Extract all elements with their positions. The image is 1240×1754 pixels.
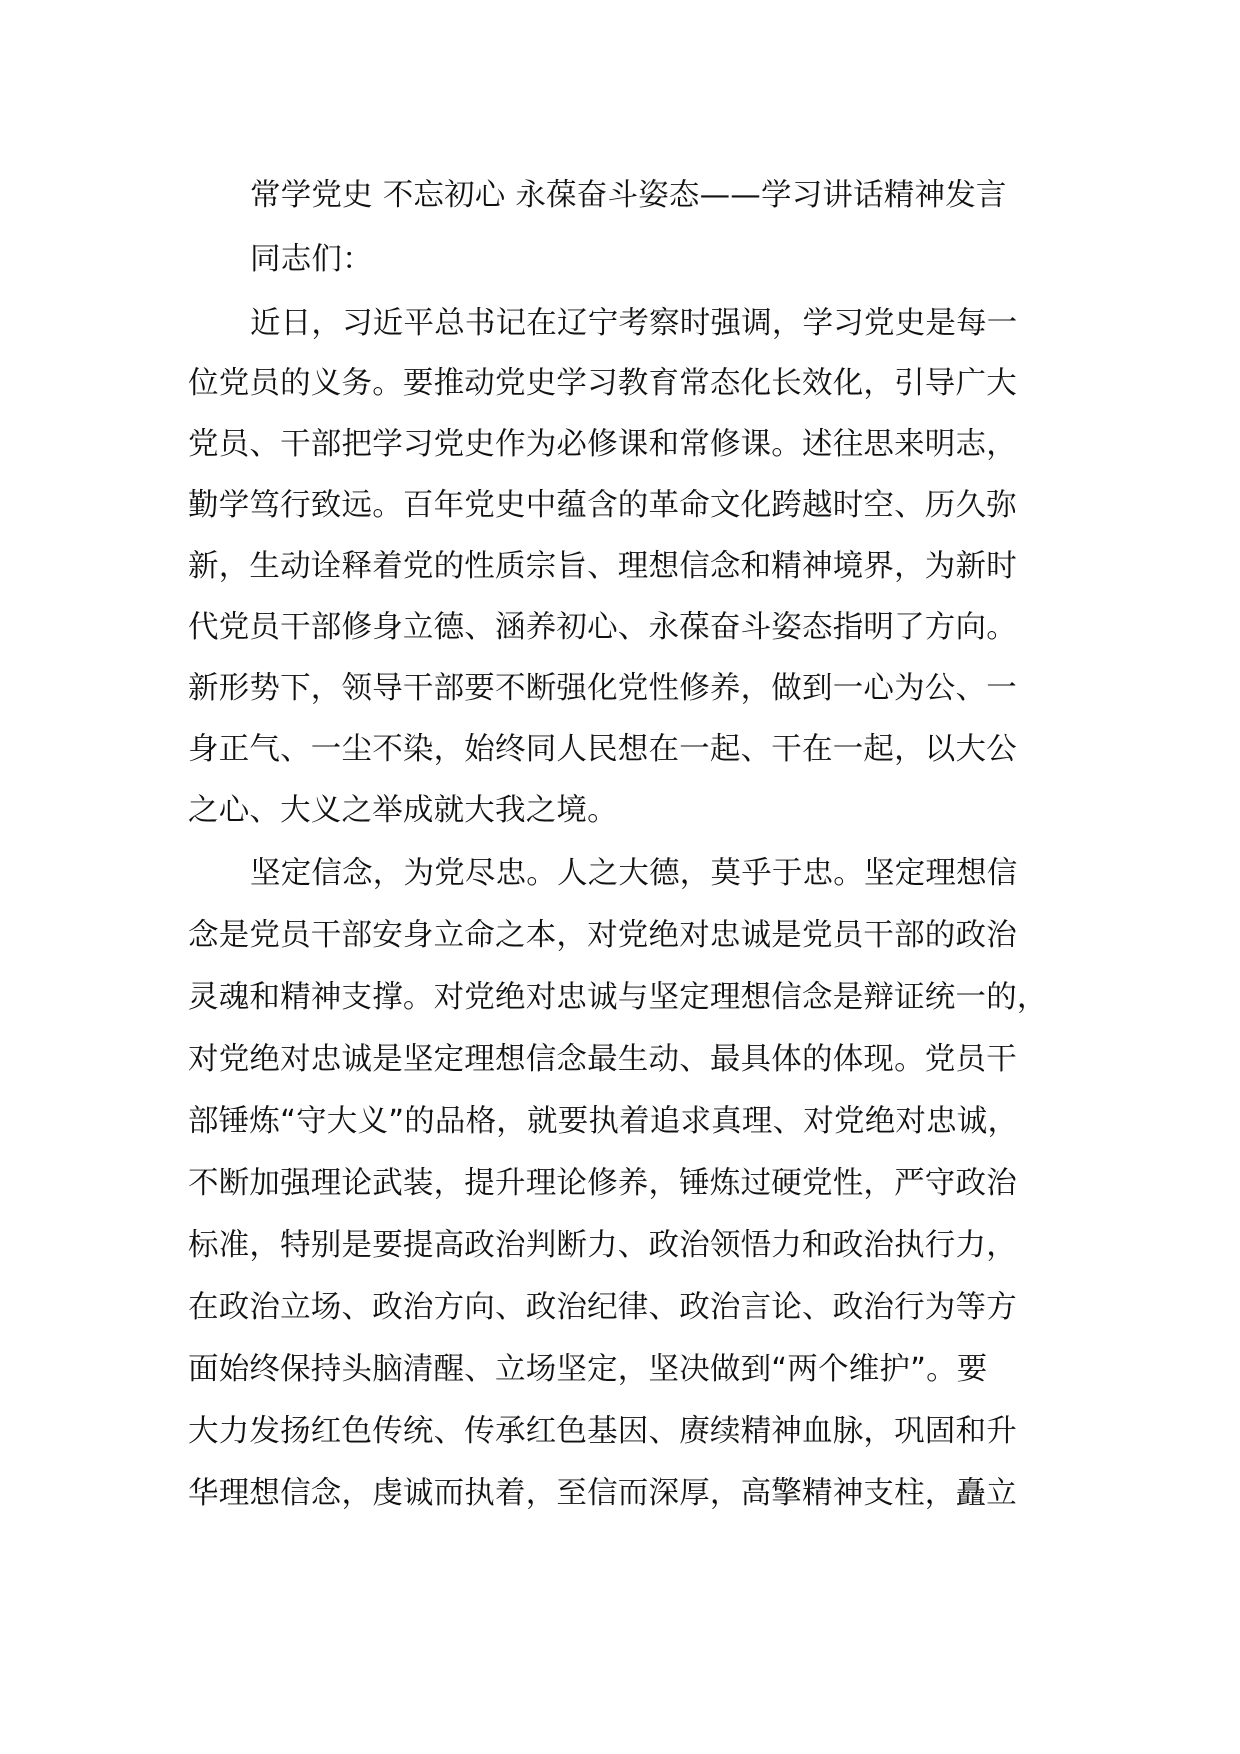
body-line: 念是党员干部安身立命之本，对党绝对忠诚是党员干部的政治 [188, 918, 1017, 953]
body-line: 之心、大义之举成就大我之境。 [188, 793, 618, 828]
greeting: 同志们： [250, 242, 373, 277]
body-line: 党员、干部把学习党史作为必修课和常修课。述往思来明志， [188, 427, 1017, 462]
body-line: 标准，特别是要提高政治判断力、政治领悟力和政治执行力， [188, 1228, 1017, 1263]
body-line: 灵魂和精神支撑。对党绝对忠诚与坚定理想信念是辩证统一的， [188, 980, 1048, 1015]
body-line: 华理想信念，虔诚而执着，至信而深厚，高擎精神支柱，矗立 [188, 1476, 1017, 1511]
body-line: 身正气、一尘不染，始终同人民想在一起、干在一起，以大公 [188, 732, 1017, 767]
body-line: 坚定信念，为党尽忠。人之大德，莫乎于忠。坚定理想信 [250, 856, 1018, 891]
body-line: 新形势下，领导干部要不断强化党性修养，做到一心为公、一 [188, 671, 1017, 706]
body-line: 面始终保持头脑清醒、立场坚定，坚决做到“两个维护”。要 [188, 1352, 988, 1387]
body-line: 在政治立场、政治方向、政治纪律、政治言论、政治行为等方 [188, 1290, 1017, 1325]
body-line: 不断加强理论武装，提升理论修养，锤炼过硬党性，严守政治 [188, 1166, 1017, 1201]
body-line: 位党员的义务。要推动党史学习教育常态化长效化，引导广大 [188, 366, 1017, 401]
body-line: 代党员干部修身立德、涵养初心、永葆奋斗姿态指明了方向。 [188, 610, 1017, 645]
document-title: 常学党史 不忘初心 永葆奋斗姿态——学习讲话精神发言 [250, 178, 1007, 213]
body-line: 勤学笃行致远。百年党史中蕴含的革命文化跨越时空、历久弥 [188, 488, 1017, 523]
body-line: 部锤炼“守大义”的品格，就要执着追求真理、对党绝对忠诚， [188, 1104, 1019, 1139]
body-line: 对党绝对忠诚是坚定理想信念最生动、最具体的体现。党员干 [188, 1042, 1017, 1077]
body-line: 大力发扬红色传统、传承红色基因、赓续精神血脉，巩固和升 [188, 1414, 1017, 1449]
body-line: 近日，习近平总书记在辽宁考察时强调，学习党史是每一 [250, 306, 1018, 341]
body-line: 新，生动诠释着党的性质宗旨、理想信念和精神境界，为新时 [188, 549, 1017, 584]
